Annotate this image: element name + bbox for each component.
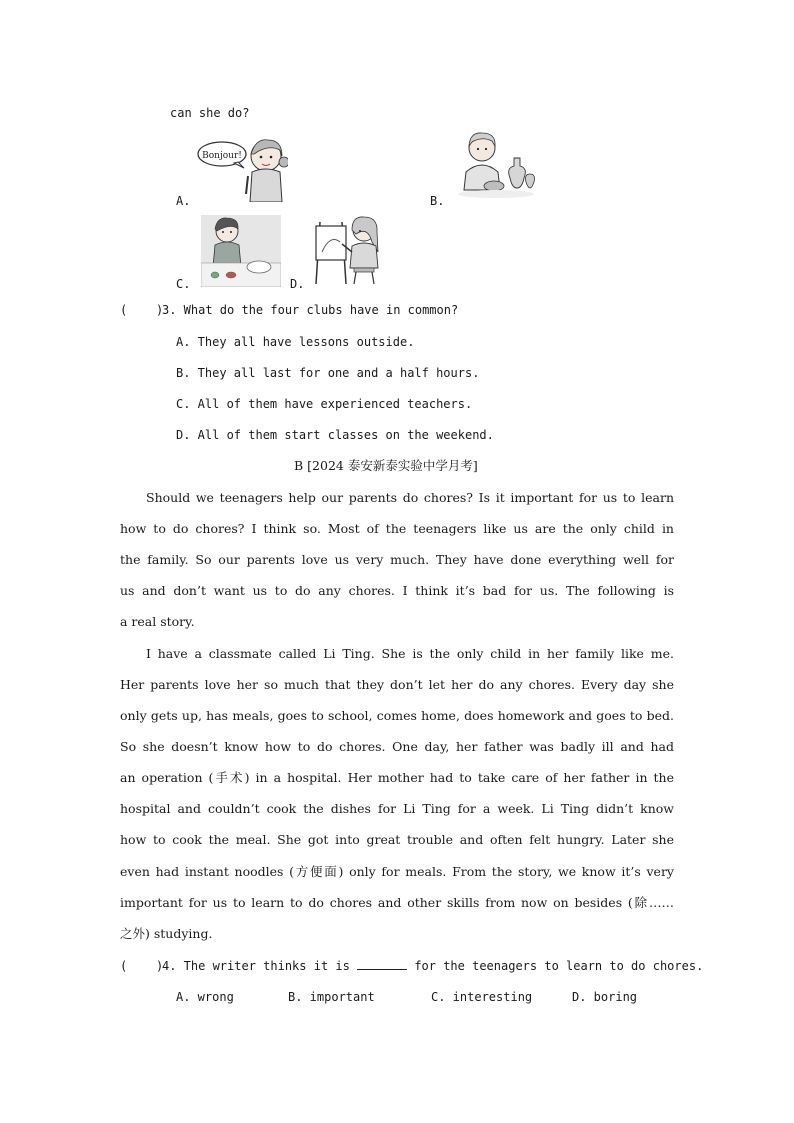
passage-line: important for us to learn to do chores and other skills from now on besides (除…… bbox=[120, 895, 674, 910]
passage-line: I have a classmate called Li Ting. She is the only child in her family like me. bbox=[146, 646, 674, 661]
q2-stem-tail: can she do? bbox=[170, 106, 250, 120]
q3-paren-open: ( bbox=[120, 303, 128, 317]
q4-stem-before: 4. The writer thinks it is bbox=[162, 959, 350, 973]
q3-option-c: C. All of them have experienced teachers. bbox=[176, 397, 473, 411]
q4-paren-close: ) bbox=[156, 959, 164, 973]
q3-option-b: B. They all last for one and a half hours. bbox=[176, 366, 480, 380]
q3-stem: 3. What do the four clubs have in common? bbox=[162, 303, 459, 317]
q4-option-c: C. interesting bbox=[431, 990, 533, 1004]
q4-option-b: B. important bbox=[288, 990, 375, 1004]
passage-line: only gets up, has meals, goes to school, comes home, does homework and goes to bed. bbox=[120, 708, 674, 723]
passage-line: how to do chores? I think so. Most of the teenagers like us are the only child in bbox=[120, 521, 674, 536]
passage-line: hospital and couldn’t cook the dishes for Li Ting for a week. Li Ting didn’t know bbox=[120, 801, 674, 816]
answer-blank bbox=[357, 958, 407, 970]
option-b-picture bbox=[456, 128, 538, 200]
passage-line: even had instant noodles (方便面) only for meals. From the story, we know it’s very bbox=[120, 864, 674, 879]
passage-line: So she doesn’t know how to do chores. One day, her father was badly ill and had bbox=[120, 739, 674, 754]
passage-line: 之外) studying. bbox=[120, 926, 213, 941]
passage-line: us and don’t want us to do any chores. I think it’s bad for us. The following is bbox=[120, 583, 674, 598]
speech-bubble-text: Bonjour! bbox=[202, 151, 242, 161]
q3-option-d: D. All of them start classes on the weekend. bbox=[176, 428, 494, 442]
option-d-label: D. bbox=[290, 277, 305, 291]
passage-line: Her parents love her so much that they don’t let her do any chores. Every day she bbox=[120, 677, 674, 692]
q3-option-a: A. They all have lessons outside. bbox=[176, 335, 415, 349]
passage-line: an operation (手术) in a hospital. Her mother had to take care of her father in the bbox=[120, 770, 674, 785]
option-b-label: B. bbox=[430, 194, 445, 208]
option-a-label: A. bbox=[176, 194, 191, 208]
passage-line: a real story. bbox=[120, 614, 195, 629]
q3-paren-close: ) bbox=[156, 303, 164, 317]
section-b-heading: B [2024 泰安新泰实验中学月考] bbox=[294, 458, 478, 473]
q4-stem-after: for the teenagers to learn to do chores. bbox=[414, 959, 704, 973]
q4-stem bbox=[162, 958, 703, 974]
passage-line: Should we teenagers help our parents do chores? Is it important for us to learn bbox=[146, 490, 674, 505]
q4-option-d: D. boring bbox=[572, 990, 638, 1004]
passage-line: the family. So our parents love us very much. They have done everything well for bbox=[120, 552, 674, 567]
option-a-picture bbox=[196, 132, 288, 202]
option-d-picture bbox=[312, 212, 384, 286]
passage-line: how to cook the meal. She got into great trouble and often felt hungry. Later she bbox=[120, 832, 674, 847]
option-c-label: C. bbox=[176, 277, 191, 291]
option-c-picture bbox=[201, 215, 281, 287]
q4-option-a: A. wrong bbox=[176, 990, 234, 1004]
q4-paren-open: ( bbox=[120, 959, 128, 973]
